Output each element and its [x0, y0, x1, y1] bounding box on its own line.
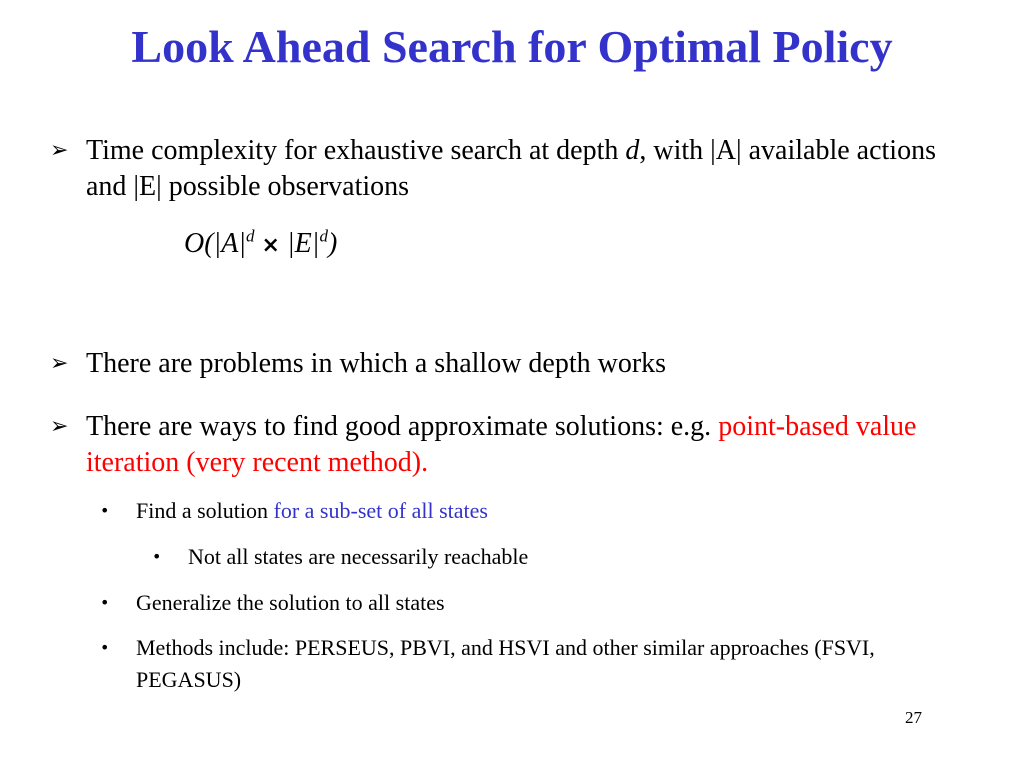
slide-title: Look Ahead Search for Optimal Policy: [131, 21, 893, 72]
highlight-blue: for a sub-set of all states: [273, 498, 488, 523]
bullet-time-complexity: [50, 133, 950, 205]
bullet-text: There are ways to find good approximate solutions: e.g. point-based value iteration (very recent method).: [86, 411, 917, 478]
highlight-red: point-based value iteration (very recent method).: [86, 411, 917, 478]
dot-bullet-icon: •: [152, 547, 162, 566]
arrow-bullet-icon: ➢: [50, 414, 69, 439]
sub-bullet-methods: [100, 632, 950, 696]
dot-bullet-icon: •: [100, 593, 110, 612]
arrow-bullet-icon: ➢: [50, 351, 69, 376]
times-icon: ×: [261, 233, 280, 258]
arrow-bullet-icon: ➢: [50, 138, 69, 163]
sub-sub-bullet-text: Not all states are necessarily reachable: [188, 544, 529, 569]
bullet-shallow-depth: [50, 346, 950, 382]
sub-sub-bullet-reachable: [152, 541, 952, 573]
dot-bullet-icon: •: [100, 501, 110, 520]
page-number: 27: [905, 708, 922, 727]
sub-bullet-text: Find a solution for a sub-set of all states: [136, 498, 488, 523]
sub-bullet-generalize: [100, 587, 950, 619]
sub-bullet-find-solution: [100, 495, 950, 527]
bullet-text: There are problems in which a shallow depth works: [86, 348, 667, 379]
sub-bullet-text: Methods include: PERSEUS, PBVI, and HSVI and other similar approaches (FSVI, PEGASUS): [136, 635, 875, 692]
bullet-text: Time complexity for exhaustive search at depth d, with |A| available actions and |E| possible observations: [86, 135, 936, 202]
bullet-approximate-solutions: [50, 409, 950, 481]
sub-bullet-text: Generalize the solution to all states: [136, 590, 445, 615]
complexity-formula: $O(|A|^d \times |E|^d)$: [184, 226, 338, 259]
dot-bullet-icon: •: [100, 638, 110, 657]
